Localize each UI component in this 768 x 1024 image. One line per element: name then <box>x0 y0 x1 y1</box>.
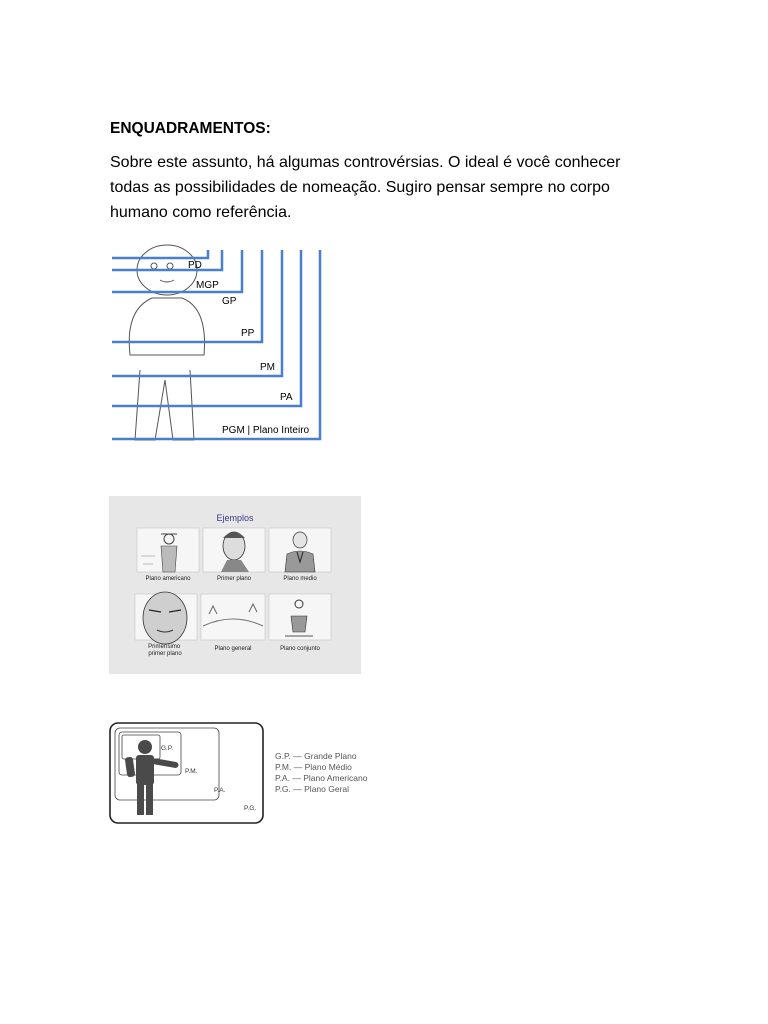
thumbnail-plano-general <box>201 594 265 640</box>
legend-item: P.M. — Plano Médio <box>275 762 352 772</box>
examples-title: Ejemplos <box>216 513 254 523</box>
legend-item: P.G. — Plano Geral <box>275 784 350 794</box>
label-pa: PA <box>280 392 293 403</box>
label-gp: GP <box>222 296 237 307</box>
caption-primer-plano: Primer plano <box>216 576 252 582</box>
thumbnail-primer-plano <box>203 528 265 572</box>
thumbnail-primerisimo-primer-plano <box>135 592 197 644</box>
examples-figure <box>109 496 361 674</box>
frame-labels <box>188 260 310 436</box>
caption-primerisimo-primer-plano: Primerísimo primer plano <box>148 644 182 657</box>
box-label-pg: P.G. <box>244 805 257 812</box>
label-pm: PM <box>260 362 275 373</box>
section-heading: ENQUADRAMENTOS: <box>110 120 271 137</box>
thumbnail-plano-americano <box>137 528 199 572</box>
caption-plano-medio: Plano medio <box>283 576 317 582</box>
paragraph-line: humano como referência. <box>110 204 292 221</box>
paragraph-line: todas as possibilidades de nomeação. Sugiro pensar sempre no corpo <box>110 179 610 196</box>
thumbnail-plano-medio <box>269 528 331 572</box>
frame-lines <box>112 250 320 439</box>
label-mgp: MGP <box>196 280 219 291</box>
framing-diagram <box>110 240 330 445</box>
legend-item: G.P. — Grande Plano <box>275 751 357 761</box>
box-label-pm: P.M. <box>185 768 198 775</box>
label-pp: PP <box>241 328 255 339</box>
caption-plano-americano: Plano americano <box>145 576 191 582</box>
label-pgm: PGM | Plano Inteiro <box>222 425 310 436</box>
caption-plano-conjunto: Plano conjunto <box>280 646 320 652</box>
legend-item: P.A. — Plano Americano <box>275 773 368 783</box>
label-pd: PD <box>188 260 202 271</box>
intro-paragraph <box>110 150 650 225</box>
box-label-pa: P.A. <box>214 787 226 794</box>
caption-plano-general: Plano general <box>214 646 252 652</box>
box-label-gp: G.P. <box>161 745 174 752</box>
paragraph-line: Sobre este assunto, há algumas controvérsias. O ideal é você conhecer <box>110 154 621 171</box>
thumbnail-plano-conjunto <box>269 594 331 640</box>
framing-boxes-figure <box>108 720 378 826</box>
